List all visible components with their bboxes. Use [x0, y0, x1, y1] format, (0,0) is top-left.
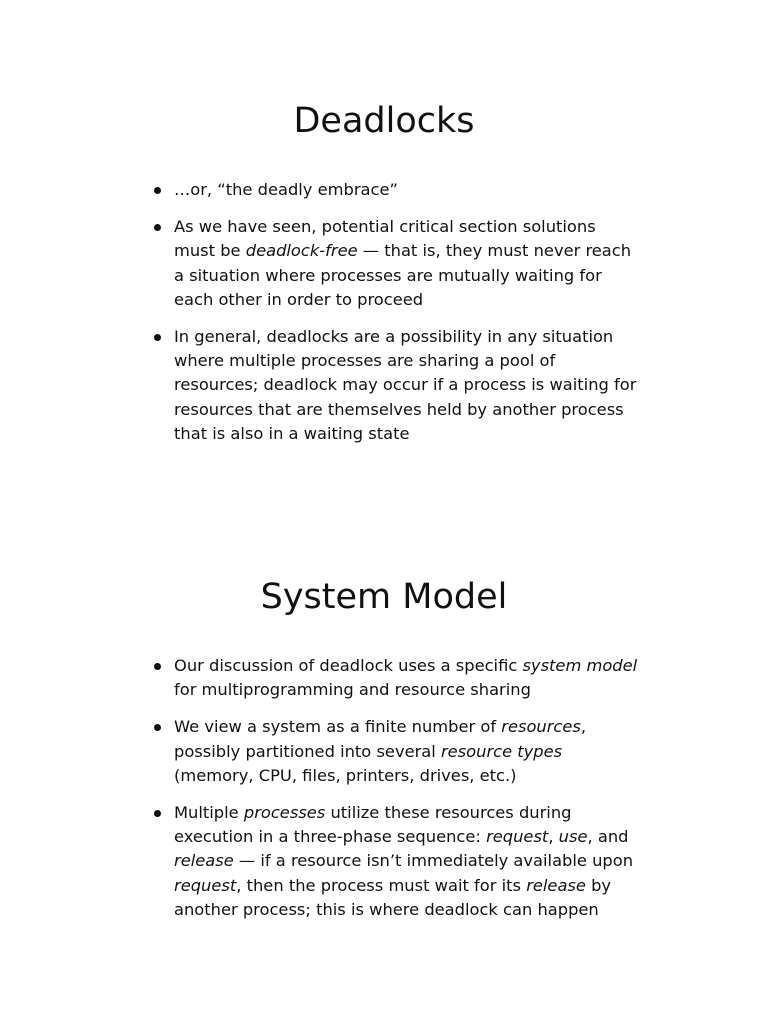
emphasis-text: resources [501, 717, 581, 737]
bullet-dot-icon [154, 724, 161, 731]
bullet-dot-icon [154, 663, 161, 670]
bullet-text: We view a system as a finite number of resources, possibly partitioned into several resource types (memory, CPU, files, printers, drives, etc.) [174, 717, 587, 785]
emphasis-text: release [526, 875, 586, 895]
bullet-text: Our discussion of deadlock uses a specific system model for multiprogramming and resource sharing [174, 656, 638, 700]
bullet-dot-icon [154, 334, 161, 341]
bullet-text: …or, “the deadly embrace” [174, 180, 398, 199]
bullet-list [150, 654, 640, 935]
bullet-dot-icon [154, 224, 161, 231]
emphasis-text: request [174, 875, 237, 895]
emphasis-text: request [486, 827, 549, 847]
slide-title: System Model [260, 577, 508, 617]
bullet-text: In general, deadlocks are a possibility in any situation where multiple processes are sharing a pool of resources; deadlock may occur if a process is waiting for resources that are themselves held by another process that is also in a waiting state [174, 327, 637, 443]
bullet-item [150, 215, 640, 312]
emphasis-text: release [174, 851, 234, 871]
emphasis-text: resource types [440, 741, 563, 761]
bullet-item [150, 801, 640, 922]
bullet-list [150, 178, 640, 459]
emphasis-text: processes [243, 803, 326, 823]
bullet-item [150, 325, 640, 446]
bullet-text: As we have seen, potential critical section solutions must be deadlock-free — that is, they must never reach a situation where processes are mutually waiting for each other in order to proceed [174, 217, 632, 309]
bullet-text: Multiple processes utilize these resources during execution in a three-phase sequence: request, use, and release — if a resource isn’t immediately available upon request, then the process must wait for its release by another process; this is where deadlock can happen [174, 803, 634, 919]
bullet-dot-icon [154, 187, 161, 194]
bullet-item [150, 654, 640, 702]
bullet-item [150, 178, 640, 202]
bullet-dot-icon [154, 810, 161, 817]
emphasis-text: system model [522, 656, 638, 675]
emphasis-text: use [558, 827, 588, 847]
emphasis-text: deadlock-free [245, 241, 358, 261]
bullet-item [150, 715, 640, 788]
slide-title: Deadlocks [293, 101, 475, 141]
